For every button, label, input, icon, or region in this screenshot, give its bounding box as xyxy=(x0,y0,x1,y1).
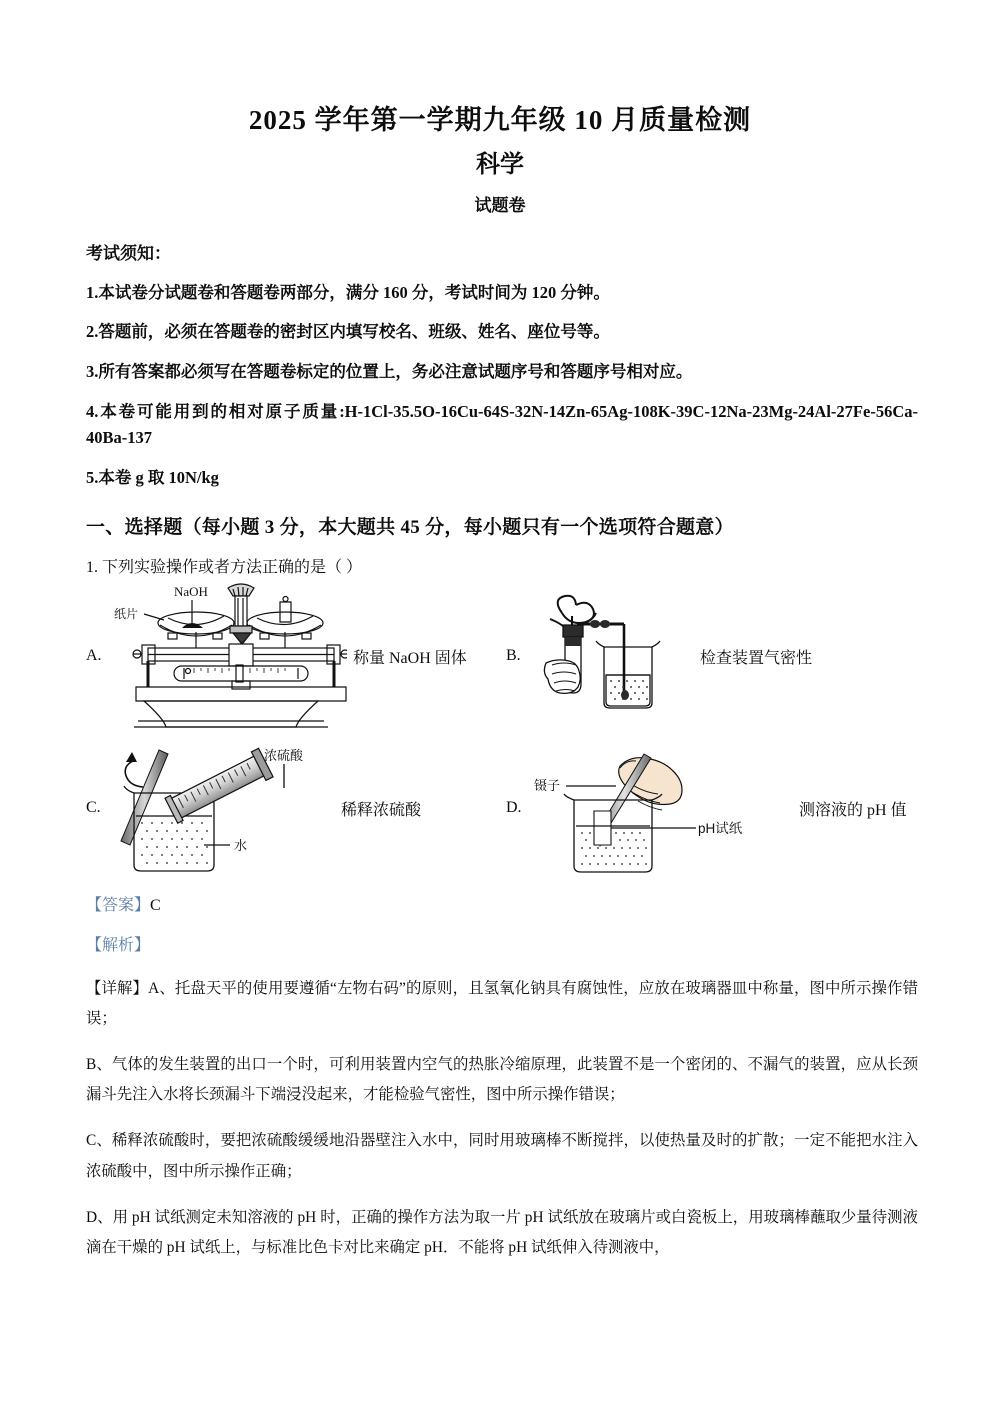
explanation-text-a: A、托盘天平的使用要遵循“左物右码”的原则，且氢氧化钠具有腐蚀性，应放在玻璃器皿中称量，图中所示操作错误； xyxy=(86,980,918,1028)
analysis-line xyxy=(86,918,918,958)
paper-label: 纸片 xyxy=(114,607,139,622)
notice-item-1: 1.本试卷分试题卷和答题卷两部分，满分 160 分，考试时间为 120 分钟。 xyxy=(86,282,610,302)
option-row-ab xyxy=(86,582,918,730)
option-b-caption: 检查装置气密性 xyxy=(700,649,813,667)
gas-tightness-figure xyxy=(532,591,692,721)
explanation-paragraph-c: C、稀释浓硫酸时，要把浓硫酸缓缓地沿器壁注入水中，同时用玻璃棒不断搅拌，以使热量及时的扩散；一定不能把水注入浓硫酸中，图中所示操作正确； xyxy=(86,1132,918,1180)
notice-item-3: 3.所有答案都必须写在答题卷标定的位置上，务必注意试题序号和答题序号相对应。 xyxy=(86,361,693,381)
option-d-caption: 测溶液的 pH 值 xyxy=(799,801,907,819)
explanation-paragraph-b: B、气体的发生装置的出口一个时，可利用装置内空气的热胀冷缩原理，此装置不是一个密闭的、不漏气的装置，应从长颈漏斗先注入水将长颈漏斗下端浸没起来，才能检验气密性，图中所示操作错误； xyxy=(86,1056,918,1104)
balance-scale-figure xyxy=(112,582,347,730)
option-a-caption: 称量 NaOH 固体 xyxy=(353,649,467,667)
answer-tag: 【答案】 xyxy=(86,897,151,915)
ph-paper-label: pH试纸 xyxy=(698,821,743,837)
balance-scale-icon xyxy=(112,582,347,730)
option-c-letter: C. xyxy=(86,799,101,817)
detail-tag: 【详解】 xyxy=(86,980,149,998)
option-b[interactable] xyxy=(506,591,906,721)
option-a[interactable] xyxy=(86,582,506,730)
notice-item-5: 5.本卷 g 取 10N/kg xyxy=(86,468,219,488)
ph-measure-figure xyxy=(532,738,797,878)
option-d[interactable] xyxy=(506,738,906,878)
option-a-letter: A. xyxy=(86,647,102,665)
answer-line xyxy=(86,878,918,918)
paper-kind-label: 试题卷 xyxy=(474,195,526,215)
option-c-caption: 稀释浓硫酸 xyxy=(341,801,422,819)
dilution-figure xyxy=(112,738,337,878)
explanation-paragraph-d: D、用 pH 试纸测定未知溶液的 pH 时，正确的操作方法为取一片 pH 试纸放在玻璃片或白瓷板上，用玻璃棒蘸取少量待测液滴在干燥的 pH 试纸上，与标准比色卡对比来确定 pH．不能将 pH 试纸伸入待测液中， xyxy=(86,1208,918,1256)
concentrated-acid-label: 浓硫酸 xyxy=(264,748,304,764)
analysis-tag: 【解析】 xyxy=(86,937,151,955)
section-heading-choice: 一、选择题（每小题 3 分，本大题共 45 分，每小题只有一个选项符合题意） xyxy=(86,516,734,538)
subject-title: 科学 xyxy=(476,151,524,178)
option-d-letter: D. xyxy=(506,799,522,817)
exam-notice-heading: 考试须知： xyxy=(86,244,171,264)
explanation-paragraph-a xyxy=(86,958,918,1034)
document-body xyxy=(0,217,1000,1263)
question-1-stem: 1. 下列实验操作或者方法正确的是（ ） xyxy=(86,559,363,577)
beaker-ph-paper-icon xyxy=(532,738,797,878)
notice-item-4: 4.本卷可能用到的相对原子质量:H-1Cl-35.5O-16Cu-64S-32N-14Zn-65Ag-108K-39C-12Na-23Mg-24Al-27Fe-56Ca-40Ba-137 xyxy=(86,401,918,448)
answer-value: C xyxy=(150,897,161,915)
notice-item-2: 2.答题前，必须在答题卷的密封区内填写校名、班级、姓名、座位号等。 xyxy=(86,322,610,342)
option-row-cd xyxy=(86,738,918,878)
option-b-letter: B. xyxy=(506,647,521,665)
water-label: 水 xyxy=(234,838,248,854)
beaker-cylinder-icon xyxy=(112,738,337,878)
naoh-label: NaOH xyxy=(174,584,208,600)
test-tube-beaker-icon xyxy=(532,591,692,721)
tweezers-label: 镊子 xyxy=(534,778,561,794)
option-c[interactable] xyxy=(86,738,506,878)
page-title: 2025 学年第一学期九年级 10 月质量检测 xyxy=(248,105,752,135)
